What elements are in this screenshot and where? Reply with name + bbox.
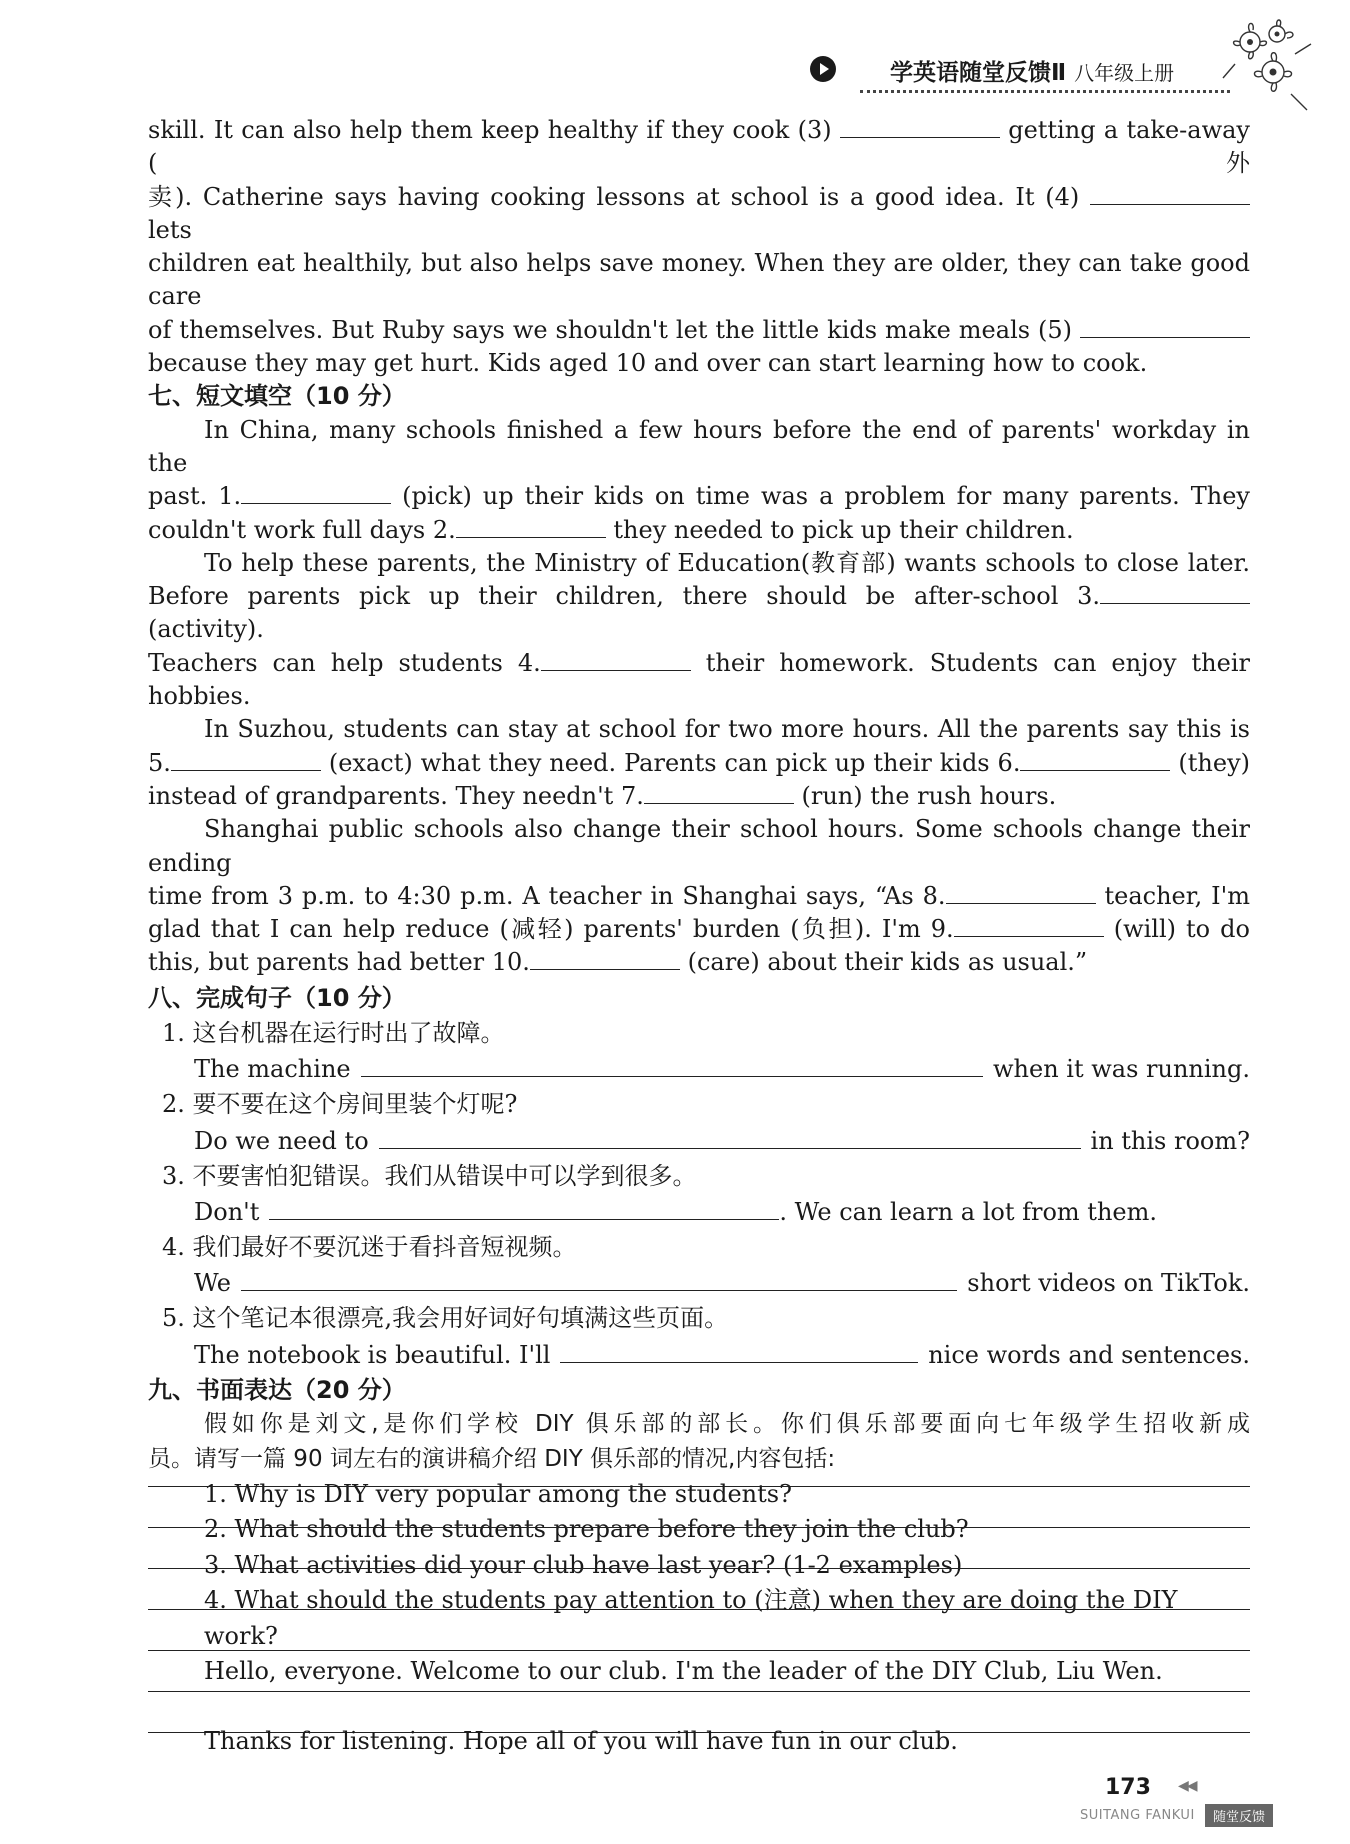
passage-line: To help these parents, the Ministry of Education(教育部) wants schools to close later. (204, 548, 1250, 577)
answer-blank-6[interactable] (1020, 770, 1170, 771)
answer-blank-4[interactable] (541, 670, 691, 671)
section-9-title: 九、书面表达（20 分） (148, 1375, 406, 1404)
answer-line[interactable] (241, 1264, 957, 1291)
answer-blank-4[interactable] (1090, 204, 1250, 205)
question-prompt: 2. 要不要在这个房间里装个灯呢? (162, 1090, 518, 1119)
passage-line: of themselves. But Ruby says we shouldn't let the little kids make meals (5) (148, 314, 1250, 347)
passage-line: couldn't work full days 2. they needed to pick up their children. (148, 515, 1074, 544)
writing-task: 3. What activities did your club have last year? (1-2 examples) (204, 1550, 963, 1579)
passage-line: 5. (exact) what they need. Parents can pick up their kids 6. (they) (148, 748, 1250, 777)
double-arrow-icon: ◀◀ (1178, 1778, 1196, 1794)
page-number: 173 (1105, 1775, 1151, 1800)
passage-line: Shanghai public schools also change their school hours. Some schools change their ending (148, 815, 1250, 877)
passage-line: instead of grandparents. They needn't 7. (run) the rush hours. (148, 781, 1057, 810)
passage-line: past. 1. (pick) up their kids on time was a problem for many parents. They (148, 482, 1250, 511)
writing-line[interactable] (148, 1446, 1250, 1487)
answer-blank-5[interactable] (171, 770, 321, 771)
answer-line[interactable] (379, 1122, 1081, 1149)
flower-decoration-icon (1215, 14, 1325, 124)
writing-task: 1. Why is DIY very popular among the students? (204, 1479, 792, 1508)
footer-tab: 随堂反馈 (1205, 1804, 1273, 1827)
essay-closing: Thanks for listening. Hope all of you will have fun in our club. (204, 1727, 958, 1755)
passage-line: 卖). Catherine says having cooking lessons at school is a good idea. It (4) lets (148, 181, 1250, 248)
answer-blank-9[interactable] (954, 936, 1104, 937)
answer-blank-3[interactable] (1100, 603, 1250, 604)
writing-line[interactable] (148, 1487, 1250, 1528)
passage-line: because they may get hurt. Kids aged 10 and over can start learning how to cook. (148, 349, 1148, 378)
question-prompt: 3. 不要害怕犯错误。我们从错误中可以学到很多。 (162, 1161, 697, 1190)
answer-line[interactable] (361, 1050, 983, 1077)
passage-line: this, but parents had better 10. (care) about their kids as usual.” (148, 948, 1088, 977)
essay-opening: Hello, everyone. Welcome to our club. I'm the leader of the DIY Club, Liu Wen. (204, 1657, 1163, 1686)
passage-line: time from 3 p.m. to 4:30 p.m. A teacher in Shanghai says, “As 8. teacher, I'm (148, 881, 1250, 910)
writing-line[interactable] (148, 1651, 1250, 1692)
passage-line: Before parents pick up their children, there should be after-school 3. (activity). (148, 580, 1250, 647)
writing-lines[interactable] (148, 1446, 1250, 1733)
writing-instructions: 员。请写一篇 90 词左右的演讲稿介绍 DIY 俱乐部的情况,内容包括: (148, 1445, 836, 1472)
writing-instructions: 假如你是刘文,是你们学校 DIY 俱乐部的部长。你们俱乐部要面向七年级学生招收新成 (204, 1410, 1250, 1437)
writing-line[interactable] (148, 1569, 1250, 1610)
writing-line[interactable] (148, 1610, 1250, 1651)
answer-line[interactable] (269, 1193, 779, 1220)
answer-row: We short videos on TikTok. (148, 1264, 1250, 1302)
question-prompt: 5. 这个笔记本很漂亮,我会用好词好句填满这些页面。 (162, 1304, 729, 1333)
passage-line: In China, many schools finished a few hours before the end of parents' workday in the (148, 415, 1250, 477)
answer-blank-10[interactable] (530, 969, 680, 970)
passage-line: children eat healthily, but also helps save money. When they are older, they can take good care (148, 249, 1250, 311)
answer-blank-3[interactable] (840, 137, 1000, 138)
answer-row: The machine when it was running. (148, 1050, 1250, 1088)
passage-line: skill. It can also help them keep healthy if they cook (3) getting a take-away (外 (148, 116, 1250, 178)
answer-blank-1[interactable] (241, 503, 391, 504)
answer-row: The notebook is beautiful. I'll nice words and sentences. (148, 1336, 1250, 1374)
footer-brand: SUITANG FANKUI (1080, 1808, 1195, 1823)
writing-task: 2. What should the students prepare before they join the club? (204, 1515, 969, 1544)
answer-line[interactable] (560, 1336, 918, 1363)
answer-blank-8[interactable] (946, 903, 1096, 904)
book-title: 学英语随堂反馈Ⅱ 八年级上册 (890, 60, 1175, 86)
passage-line: Teachers can help students 4. their homework. Students can enjoy their hobbies. (148, 648, 1250, 711)
passage-line: glad that I can help reduce (减轻) parents' burden (负担). I'm 9. (will) to do (148, 915, 1250, 944)
writing-task: 4. What should the students pay attention to (注意) when they are doing the DIY work? (204, 1586, 1178, 1650)
answer-blank-2[interactable] (456, 537, 606, 538)
header-dotted-divider (860, 90, 1230, 93)
question-prompt: 1. 这台机器在运行时出了故障。 (162, 1019, 505, 1048)
section-7-title: 七、短文填空（10 分） (148, 382, 406, 411)
page-header (810, 52, 1230, 94)
section-8-title: 八、完成句子（10 分） (148, 983, 406, 1012)
question-prompt: 4. 我们最好不要沉迷于看抖音短视频。 (162, 1232, 577, 1261)
writing-line[interactable] (148, 1528, 1250, 1569)
answer-row: Do we need to in this room? (148, 1122, 1250, 1160)
answer-blank-7[interactable] (644, 803, 794, 804)
answer-row: Don't . We can learn a lot from them. (148, 1193, 1250, 1231)
passage-line: In Suzhou, students can stay at school for two more hours. All the parents say this is (204, 715, 1250, 744)
play-icon (810, 56, 836, 82)
answer-blank-5[interactable] (1080, 337, 1250, 338)
